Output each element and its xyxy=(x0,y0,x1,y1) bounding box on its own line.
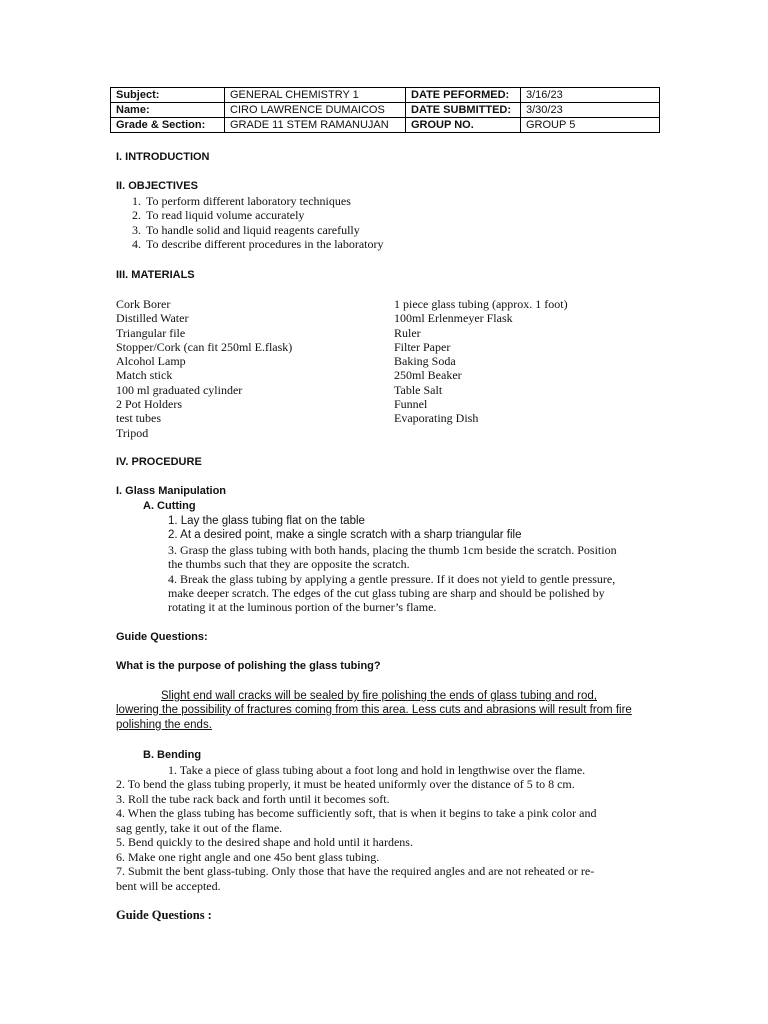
list-item: 2. To read liquid volume accurately xyxy=(144,208,644,222)
bending-line-5: sag gently, take it out of the flame. xyxy=(116,821,283,835)
list-item: test tubes xyxy=(116,411,161,426)
list-item: 3. To handle solid and liquid reagents carefully xyxy=(144,223,644,237)
question-polishing: What is the purpose of polishing the glass tubing? xyxy=(116,660,381,672)
answer-line-3: polishing the ends. xyxy=(116,719,212,731)
introduction-heading: I. INTRODUCTION xyxy=(116,151,210,163)
guide-questions-heading-2: Guide Questions : xyxy=(116,908,212,922)
objectives-heading: II. OBJECTIVES xyxy=(116,180,198,192)
bending-line-3: 3. Roll the tube rack back and forth until it becomes soft. xyxy=(116,792,390,806)
group-no-label: GROUP NO. xyxy=(406,118,521,133)
bending-line-1: 1. Take a piece of glass tubing about a foot long and hold in lengthwise over the flame. xyxy=(168,763,586,777)
list-item: Alcohol Lamp xyxy=(116,354,186,369)
cutting-step-4-line-1: 4. Break the glass tubing by applying a gentle pressure. If it does not yield to gentle pressure, xyxy=(168,572,616,586)
bending-line-6: 5. Bend quickly to the desired shape and hold until it hardens. xyxy=(116,835,413,849)
grade-section-label: Grade & Section: xyxy=(111,118,225,133)
name-value: CIRO LAWRENCE DUMAICOS xyxy=(225,103,406,118)
subject-value: GENERAL CHEMISTRY 1 xyxy=(225,88,406,103)
date-performed-label: DATE PEFORMED: xyxy=(406,88,521,103)
answer-line-2: lowering the possibility of fractures coming from this area. Less cuts and abrasions will result from fire xyxy=(116,704,632,716)
list-item: Match stick xyxy=(116,368,173,383)
list-item: Cork Borer xyxy=(116,297,171,311)
materials-left-list xyxy=(116,297,292,440)
cutting-step-3-line-1: 3. Grasp the glass tubing with both hands, placing the thumb 1cm beside the scratch. Position xyxy=(168,543,617,557)
list-item: Triangular file xyxy=(116,325,186,340)
grade-section-value: GRADE 11 STEM RAMANUJAN xyxy=(225,118,406,133)
cutting-step-4-line-2: make deeper scratch. The edges of the cut glass tubing are sharp and should be polished by xyxy=(168,586,605,600)
table-row xyxy=(111,118,660,133)
cutting-step-3-line-2: the thumbs such that they are opposite the scratch. xyxy=(168,557,410,571)
list-item: Stopper/Cork (can fit 250ml E.flask) xyxy=(116,339,293,354)
list-item: 2 Pot Holders xyxy=(116,397,182,412)
list-item: 100 ml graduated cylinder xyxy=(116,382,243,397)
bending-line-2: 2. To bend the glass tubing properly, it must be heated uniformly over the distance of 5 to 8 cm. xyxy=(116,777,575,791)
group-no-value: GROUP 5 xyxy=(521,118,660,133)
list-item: Evaporating Dish xyxy=(394,411,479,426)
procedure-heading: IV. PROCEDURE xyxy=(116,456,202,468)
bending-line-9: bent will be accepted. xyxy=(116,879,221,893)
bending-line-8: 7. Submit the bent glass-tubing. Only those that have the required angles and are not reheated or re- xyxy=(116,864,595,878)
bending-line-7: 6. Make one right angle and one 45o bent glass tubing. xyxy=(116,850,380,864)
table-row xyxy=(111,88,660,103)
list-item: Table Salt xyxy=(394,382,443,397)
guide-questions-heading: Guide Questions: xyxy=(116,631,208,643)
cutting-step-1: 1. Lay the glass tubing flat on the table xyxy=(168,515,365,527)
glass-manipulation-heading: I. Glass Manipulation xyxy=(116,485,227,497)
cutting-step-2: 2. At a desired point, make a single scratch with a sharp triangular file xyxy=(168,529,522,541)
list-item: Ruler xyxy=(394,325,421,340)
date-submitted-value: 3/30/23 xyxy=(521,103,660,118)
list-item: 250ml Beaker xyxy=(394,368,462,383)
bending-line-4: 4. When the glass tubing has become sufficiently soft, that is when it begins to take a pink color and xyxy=(116,806,597,820)
cutting-heading: A. Cutting xyxy=(143,500,196,512)
list-item: 100ml Erlenmeyer Flask xyxy=(394,311,513,326)
subject-label: Subject: xyxy=(111,88,225,103)
list-item: Distilled Water xyxy=(116,311,189,326)
list-item: 1 piece glass tubing (approx. 1 foot) xyxy=(394,297,568,311)
cutting-step-4-line-3: rotating it at the luminous portion of the burner’s flame. xyxy=(168,600,437,614)
name-label: Name: xyxy=(111,103,225,118)
list-item: Filter Paper xyxy=(394,339,451,354)
date-performed-value: 3/16/23 xyxy=(521,88,660,103)
list-item: Baking Soda xyxy=(394,354,456,369)
table-row xyxy=(111,103,660,118)
objectives-list xyxy=(116,194,644,251)
materials-heading: III. MATERIALS xyxy=(116,269,195,281)
list-item: 1. To perform different laboratory techniques xyxy=(144,194,644,208)
info-table xyxy=(110,87,660,133)
list-item: Tripod xyxy=(116,425,149,440)
materials-right-list xyxy=(394,297,568,426)
list-item: 4. To describe different procedures in the laboratory xyxy=(144,237,644,251)
answer-line-1: Slight end wall cracks will be sealed by fire polishing the ends of glass tubing and rod, xyxy=(161,690,597,702)
bending-heading: B. Bending xyxy=(143,749,202,761)
list-item: Funnel xyxy=(394,397,428,412)
date-submitted-label: DATE SUBMITTED: xyxy=(406,103,521,118)
